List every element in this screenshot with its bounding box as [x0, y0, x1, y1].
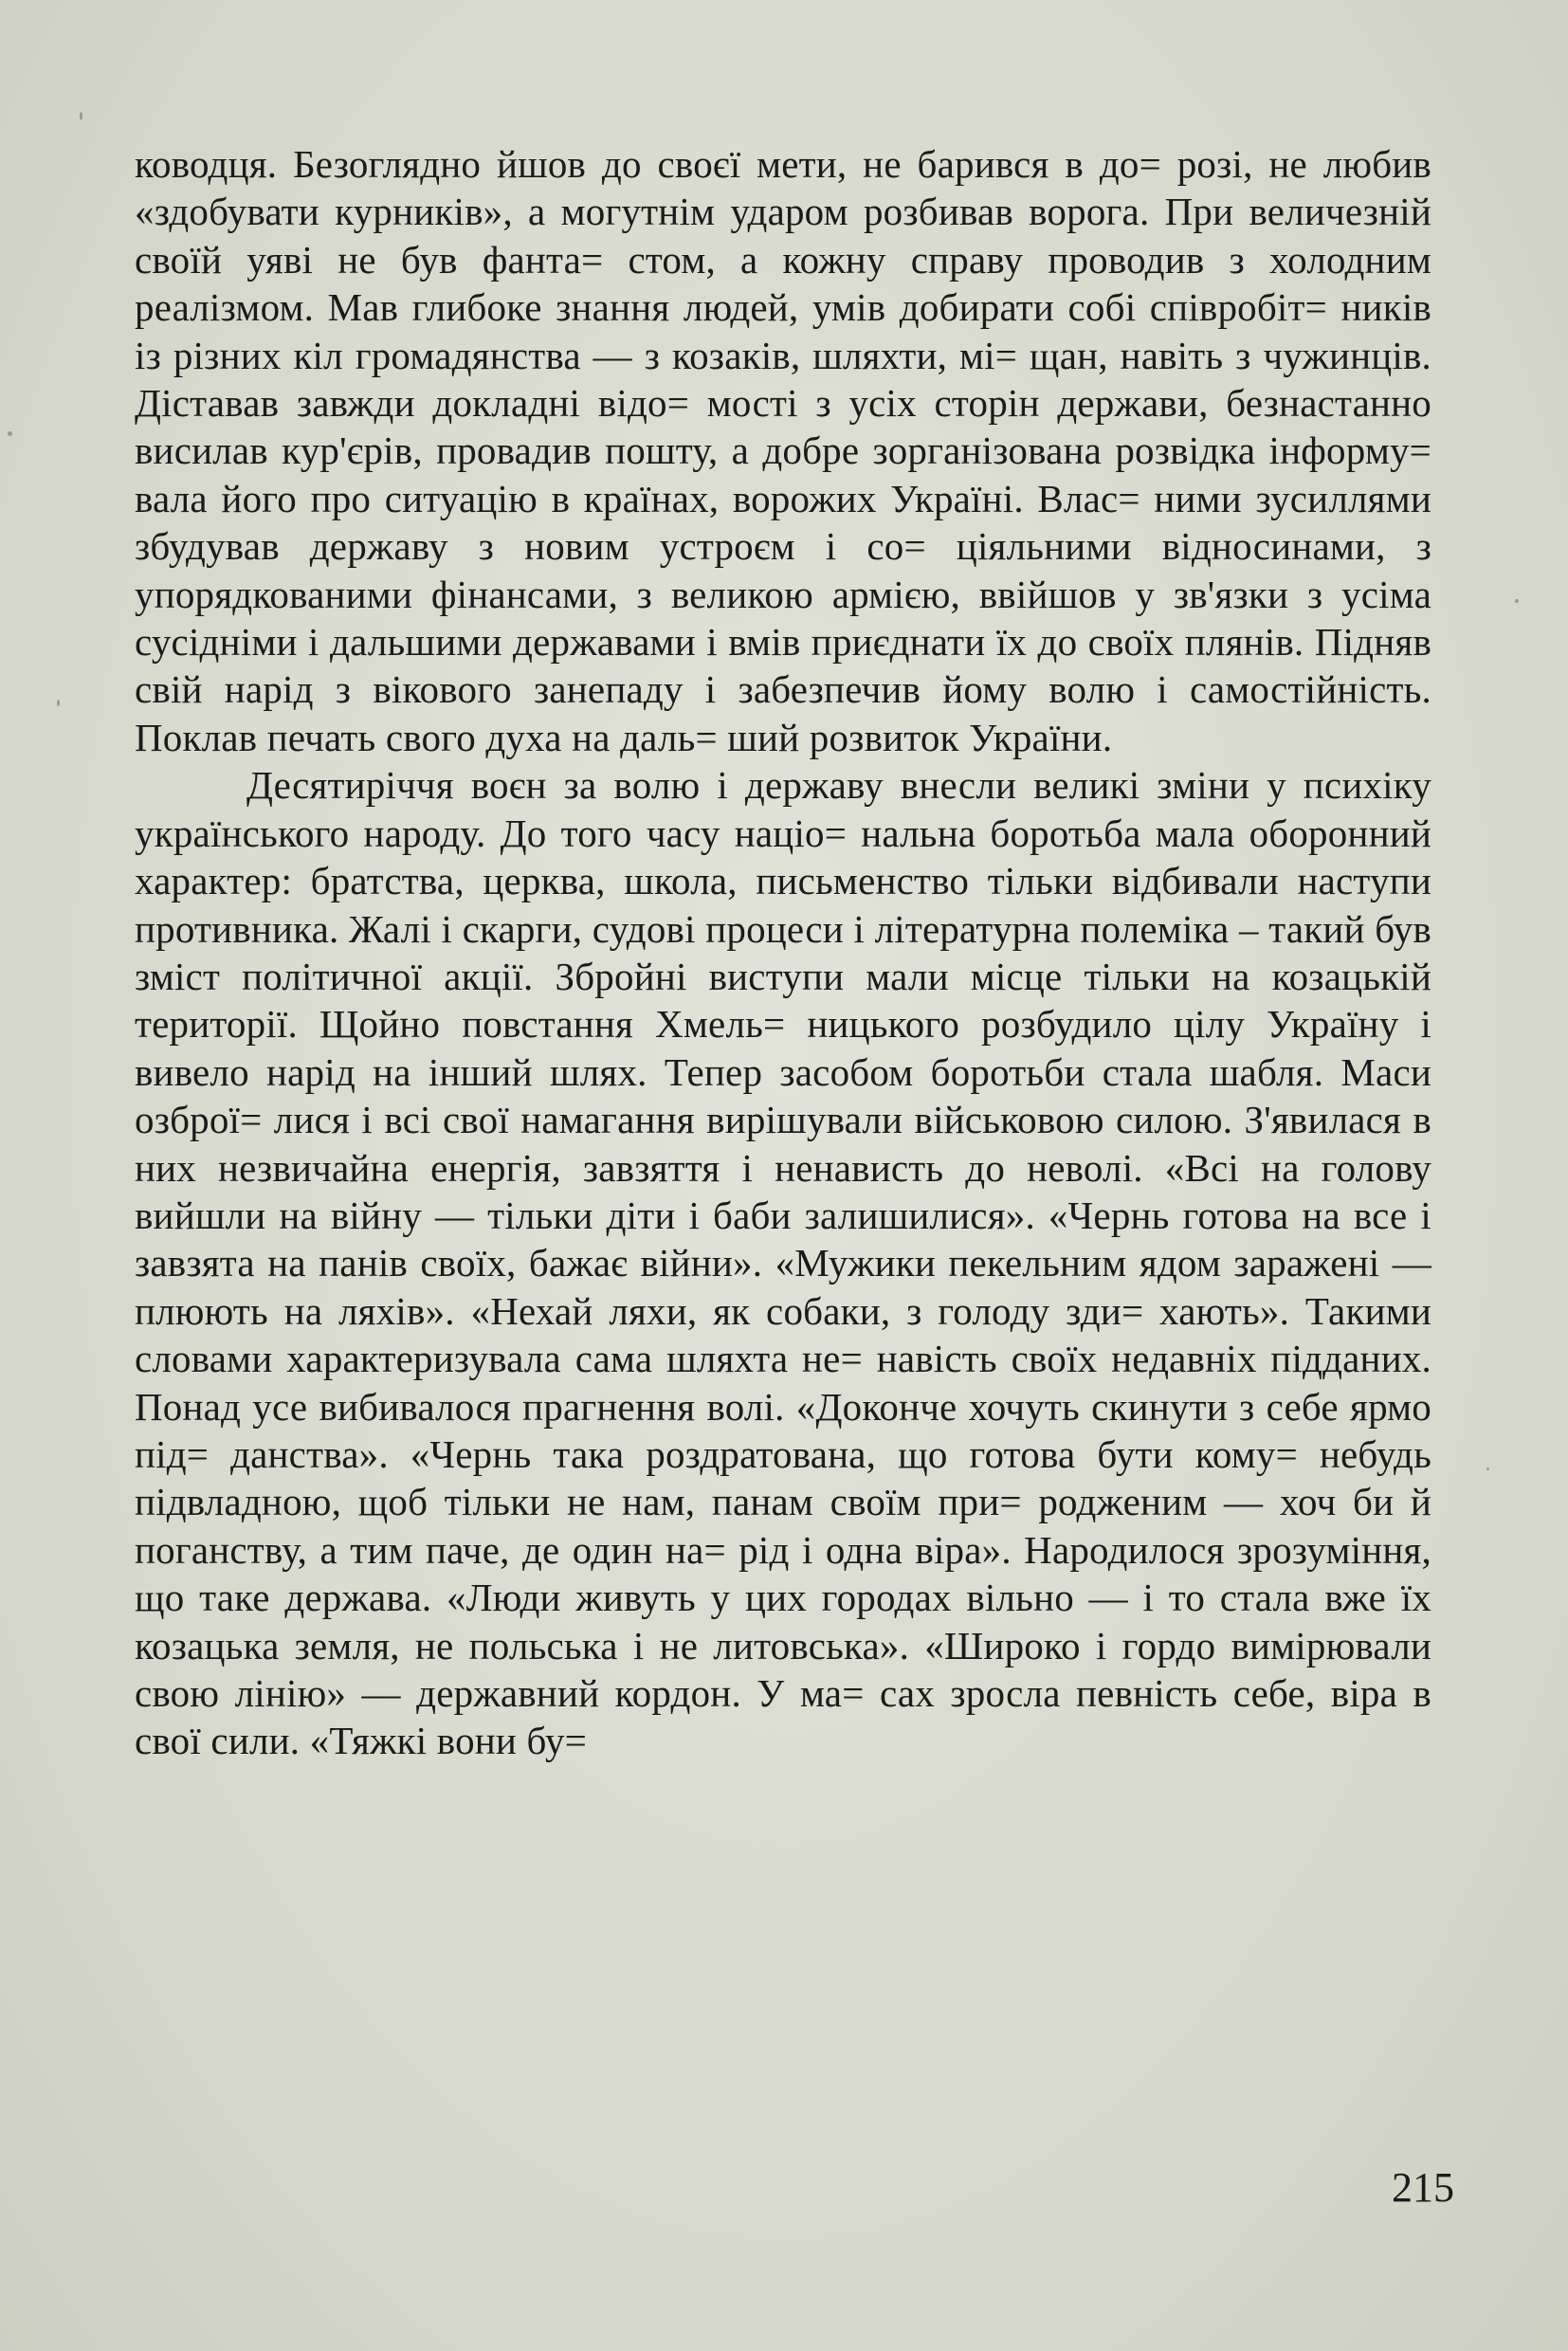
scan-speck — [1486, 1467, 1489, 1470]
scan-speck — [8, 431, 12, 436]
scan-speck — [57, 700, 60, 706]
scan-speck — [80, 112, 82, 120]
page-number: 215 — [1392, 2164, 1454, 2211]
paragraph: Десятиріччя воєн за волю і державу внесли великі зміни у психіку українського народу. До того часу націо= нальна боротьба мала оборонний характер: братства, церква, школа, письменство тільки відбивали наступи противника. Жалі і скарги, судові процеси і літературна полеміка – такий був зміст політичної акції. Збройні виступи мали місце тільки на козацькій території. Щойно повстання Хмель= ницького розбудило цілу Україну і вивело нарід на інший шлях. Тепер засобом боротьби стала шабля. Маси озброї= лися і всі свої намагання вирішували військовою силою. З'явилася в них незвичайна енергія, завзяття і ненависть до неволі. «Всі на голову вийшли на війну — тільки діти і баби залишилися». «Чернь готова на все і завзята на панів своїх, бажає війни». «Мужики пекельним ядом заражені — плюють на ляхів». «Нехай ляхи, як собаки, з голоду зди= хають». Такими словами характеризувала сама шляхта не= навість своїх недавніх підданих. Понад усе вибивалося прагнення волі. «Доконче хочуть скинути з себе ярмо під= данства». «Чернь така роздратована, що готова бути кому= небудь підвладною, щоб тільки не нам, панам своїм при= родженим — хоч би й поганству, а тим паче, де один на= рід і одна віра». Народилося зрозуміння, що таке держава. «Люди живуть у цих городах вільно — і то стала вже їх козацька земля, не польська і не литовська». «Широко і гордо вимірювали свою лінію» — державний кордон. У ма= сах зросла певність себе, віра в свої сили. «Тяжкі вони бу= — [135, 763, 1431, 1763]
scan-speck — [1515, 599, 1519, 603]
paragraph: ководця. Безоглядно йшов до своєї мети, не барився в до= розі, не любив «здобувати курників», а могутнім ударом розбивав ворога. При величезній своїй уяві не був фанта= стом, а кожну справу проводив з холодним реалізмом. Мав глибоке знання людей, умів добирати собі співробіт= ників із різних кіл громадянства — з козаків, шляхти, мі= щан, навіть з чужинців. Діставав завжди докладні відо= мості з усіх сторін держави, безнастанно висилав кур'єрів, провадив пошту, а добре зорганізована розвідка інформу= вала його про ситуацію в країнах, ворожих Україні. Влас= ними зусиллями збудував державу з новим устроєм і со= ціяльними відносинами, з упорядкованими фінансами, з великою армією, ввійшов у зв'язки з усіма сусідніми і дальшими державами і вмів приєднати їх до своїх плянів. Підняв свій нарід з вікового занепаду і забезпечив йому волю і самостійність. Поклав печать свого духа на даль= ший розвиток України. — [135, 142, 1431, 759]
body-text — [135, 140, 1431, 1765]
